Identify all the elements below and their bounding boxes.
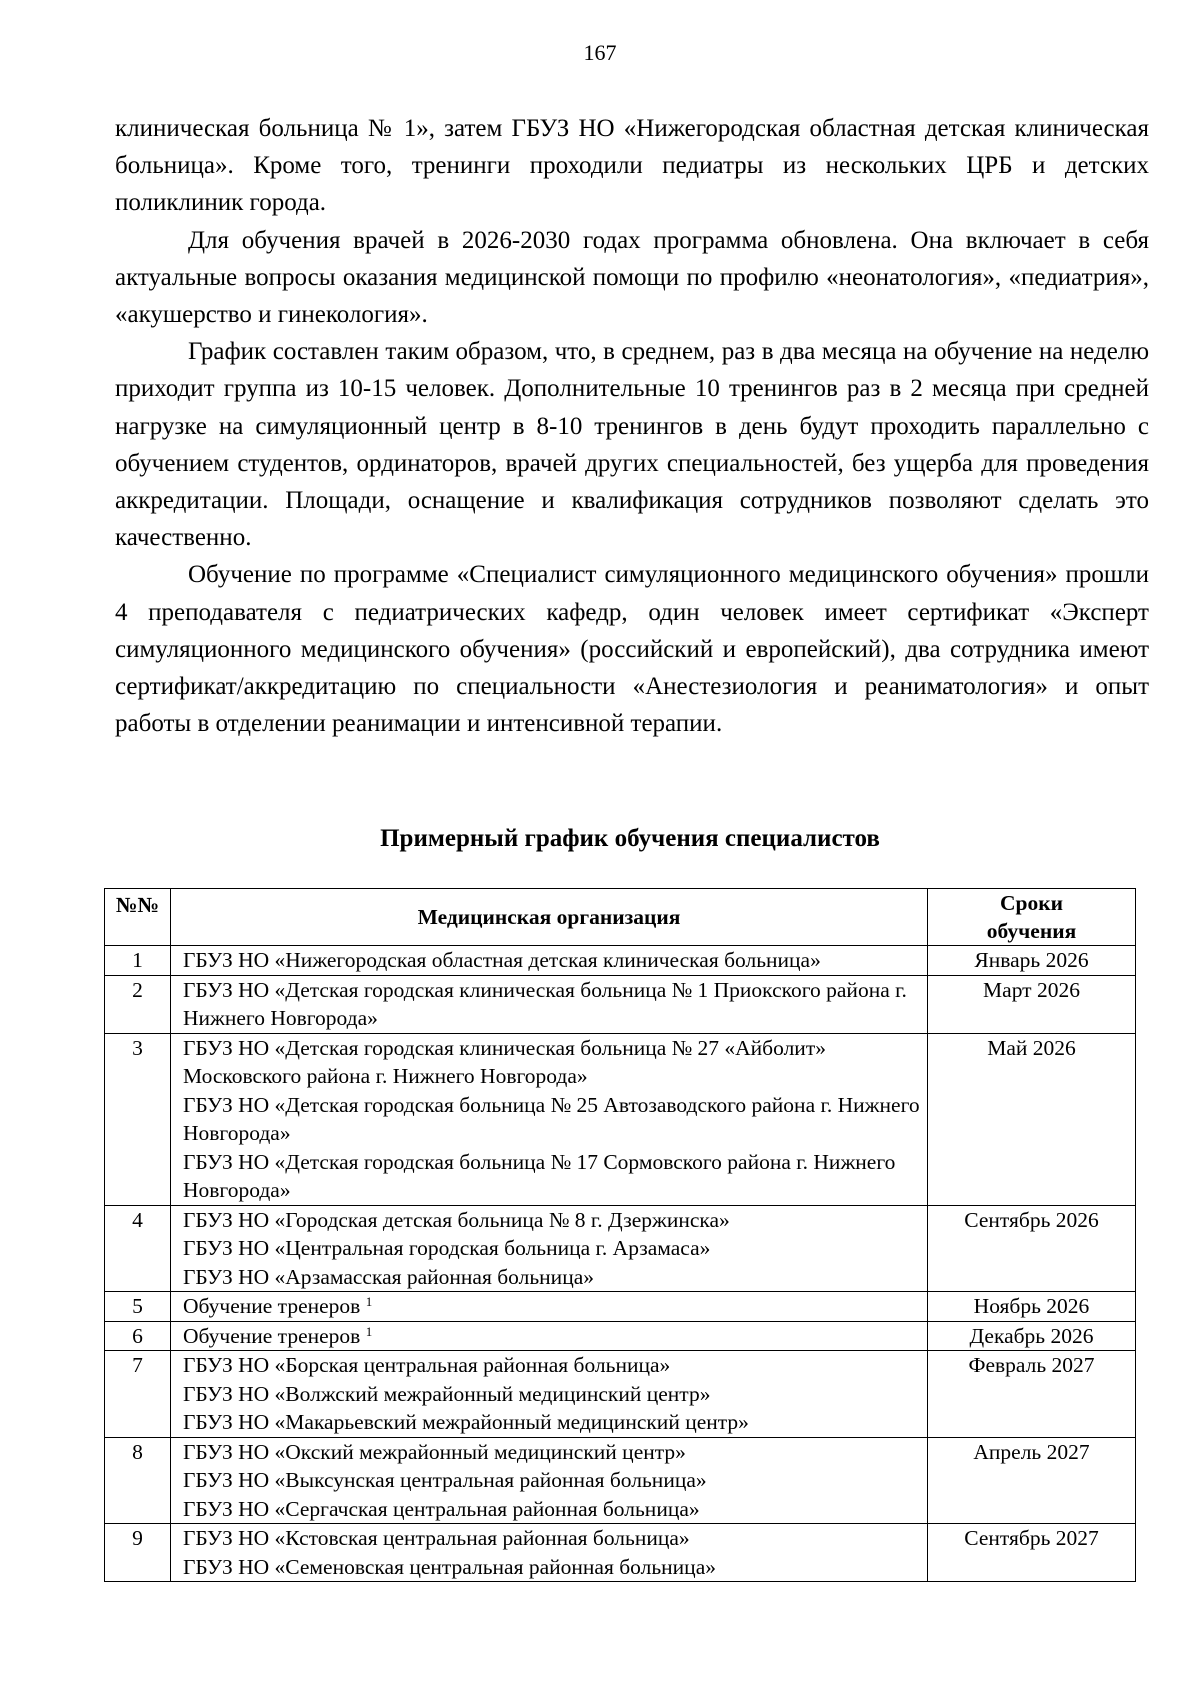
organization-text: ГБУЗ НО «Детская городская больница № 25 Автозаводского района г. Нижнего Новгорода» (183, 1092, 920, 1145)
organization-name (183, 1034, 921, 1091)
row-organizations (171, 1437, 928, 1524)
organization-name (183, 1380, 921, 1409)
row-training-date: Сентябрь 2026 (928, 1205, 1136, 1292)
organization-name (183, 946, 921, 975)
organization-text: ГБУЗ НО «Семеновская центральная районная больница» (183, 1554, 716, 1579)
organization-text: ГБУЗ НО «Кстовская центральная районная больница» (183, 1526, 690, 1550)
row-number: 7 (105, 1351, 171, 1438)
organization-text: Обучение тренеров (183, 1323, 361, 1348)
header-organization: Медицинская организация (171, 889, 928, 946)
footnote-marker: 1 (365, 1294, 373, 1309)
header-dates-line: Сроки (999, 891, 1063, 915)
row-number: 2 (105, 975, 171, 1033)
page-number: 167 (583, 40, 617, 65)
organization-text: Обучение тренеров (183, 1294, 361, 1318)
organization-text: ГБУЗ НО «Сергачская центральная районная больница» (183, 1496, 700, 1521)
organization-name (183, 1206, 921, 1235)
organization-text: ГБУЗ НО «Городская детская больница № 8 г. Дзержинска» (183, 1207, 730, 1232)
table-row (105, 1351, 1136, 1438)
organization-name (183, 1148, 921, 1205)
row-training-date: Март 2026 (928, 975, 1136, 1033)
organization-text: ГБУЗ НО «Центральная городская больница г. Арзамаса» (183, 1236, 711, 1260)
table-row (105, 1292, 1136, 1322)
row-organizations (171, 1205, 928, 1292)
row-number: 3 (105, 1033, 171, 1205)
table-title: Примерный график обучения специалистов (380, 825, 880, 852)
row-number: 5 (105, 1292, 171, 1322)
organization-text: ГБУЗ НО «Детская городская клиническая больница № 1 Приокского района г. Нижнего Новгорода» (183, 977, 907, 1030)
organization-name (183, 1438, 921, 1467)
paragraph: Обучение по программе «Специалист симуляционного медицинского обучения» прошли 4 преподавателя с педиатрических кафедр, один человек имеет сертификат «Эксперт симуляционного медицинского обучения» (российский и европейский), два сотрудника имеют сертификат/аккредитацию по специальности «Анестезиология и реаниматология» и опыт работы в отделении реанимации и интенсивной терапии. (115, 561, 1149, 738)
organization-name (183, 1495, 921, 1524)
row-training-date: Февраль 2027 (928, 1351, 1136, 1438)
row-number: 6 (105, 1321, 171, 1351)
organization-text: ГБУЗ НО «Окский межрайонный медицинский центр» (183, 1439, 686, 1464)
organization-text: ГБУЗ НО «Детская городская клиническая больница № 27 «Айболит» Московского района г. Нижнего Новгорода» (183, 1035, 826, 1088)
training-schedule-table (104, 888, 1136, 1582)
table-row (105, 946, 1136, 976)
row-training-date: Сентябрь 2027 (928, 1524, 1136, 1582)
organization-name (183, 1553, 921, 1582)
table-body (105, 946, 1136, 1582)
body-text (115, 110, 1149, 742)
row-number: 4 (105, 1205, 171, 1292)
table-row (105, 1205, 1136, 1292)
organization-text: ГБУЗ НО «Арзамасская районная больница» (183, 1264, 594, 1289)
header-training-dates (928, 889, 1136, 946)
table-row (105, 975, 1136, 1033)
row-training-date: Январь 2026 (928, 946, 1136, 976)
header-number: №№ (105, 889, 171, 946)
organization-name (183, 1263, 921, 1292)
organization-text: ГБУЗ НО «Нижегородская областная детская клиническая больница» (183, 948, 821, 972)
row-organizations (171, 975, 928, 1033)
row-organizations (171, 1524, 928, 1582)
row-organizations (171, 946, 928, 976)
row-training-date: Апрель 2027 (928, 1437, 1136, 1524)
organization-name (183, 1524, 921, 1553)
table-row (105, 1033, 1136, 1205)
row-training-date: Ноябрь 2026 (928, 1292, 1136, 1322)
row-organizations (171, 1033, 928, 1205)
organization-name (183, 1322, 921, 1351)
table-row (105, 1321, 1136, 1351)
organization-name (183, 1351, 921, 1380)
organization-text: ГБУЗ НО «Выксунская центральная районная больница» (183, 1468, 707, 1492)
row-training-date: Декабрь 2026 (928, 1321, 1136, 1351)
organization-text: ГБУЗ НО «Борская центральная районная больница» (183, 1353, 671, 1377)
organization-text: ГБУЗ НО «Макарьевский межрайонный медицинский центр» (183, 1410, 749, 1434)
table-header-row (105, 889, 1136, 946)
row-number: 8 (105, 1437, 171, 1524)
paragraph: Для обучения врачей в 2026-2030 годах программа обновлена. Она включает в себя актуальные вопросы оказания медицинской помощи по профилю «неонатология», «педиатрия», «акушерство и гинекология». (115, 226, 1149, 329)
organization-name (183, 1292, 921, 1321)
footnote-marker: 1 (365, 1323, 373, 1339)
organization-text: ГБУЗ НО «Детская городская больница № 17 Сормовского района г. Нижнего Новгорода» (183, 1149, 896, 1202)
organization-text: ГБУЗ НО «Волжский межрайонный медицинский центр» (183, 1381, 711, 1406)
paragraph: клиническая больница № 1», затем ГБУЗ НО «Нижегородская областная детская клиническая больница». Кроме того, тренинги проходили педиатры из нескольких ЦРБ и детских поликлиник города. (115, 115, 1149, 217)
organization-name (183, 1234, 921, 1263)
row-organizations (171, 1321, 928, 1351)
table-row (105, 1437, 1136, 1524)
row-training-date: Май 2026 (928, 1033, 1136, 1205)
row-organizations (171, 1351, 928, 1438)
header-dates-line: обучения (986, 919, 1077, 943)
organization-name (183, 976, 921, 1033)
row-number: 9 (105, 1524, 171, 1582)
organization-name (183, 1408, 921, 1437)
organization-name (183, 1091, 921, 1148)
organization-name (183, 1466, 921, 1495)
row-number: 1 (105, 946, 171, 976)
row-organizations (171, 1292, 928, 1322)
table-row (105, 1524, 1136, 1582)
paragraph: График составлен таким образом, что, в среднем, раз в два месяца на обучение на неделю приходит группа из 10-15 человек. Дополнительные 10 тренингов раз в 2 месяца при средней нагрузке на симуляционный центр в 8-10 тренингов в день будут проходить параллельно с обучением студентов, ординаторов, врачей других специальностей, без ущерба для проведения аккредитации. Площади, оснащение и квалификация сотрудников позволяют сделать это качественно. (115, 338, 1149, 552)
